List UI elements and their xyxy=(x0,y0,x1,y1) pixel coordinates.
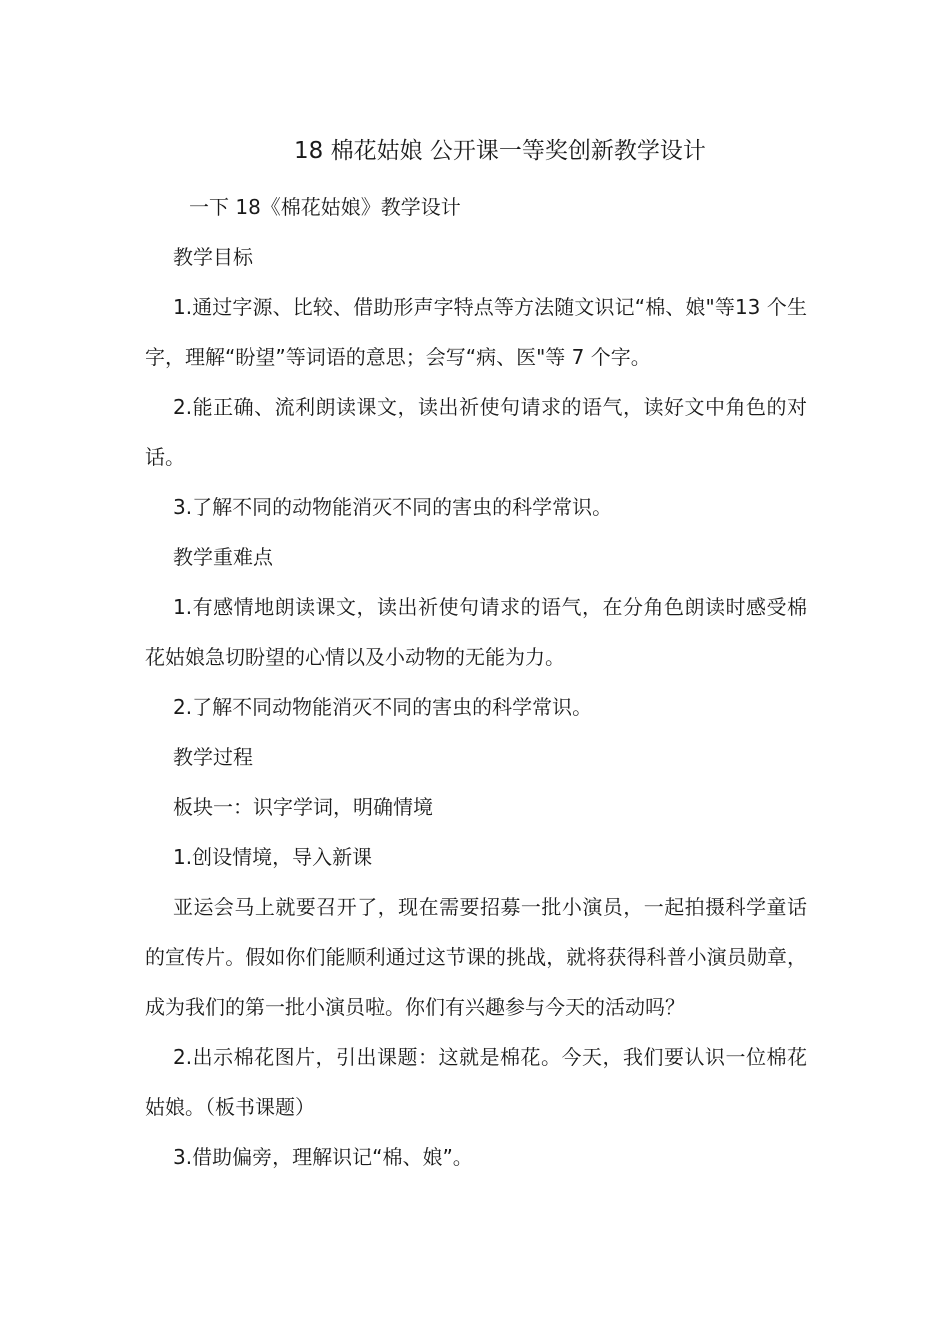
document-title: 18 棉花姑娘 公开课一等奖创新教学设计 xyxy=(294,138,706,164)
process-step-3: 3.借助偏旁，理解识记“棉、娘”。 xyxy=(173,1145,473,1169)
key-point-item-1: 1.有感情地朗读课文，读出祈使句请求的语气，在分角色朗读时感受棉花姑娘急切盼望的心情以及小动物的无能为力。 xyxy=(145,595,807,669)
key-point-item-2: 2.了解不同动物能消灭不同的害虫的科学常识。 xyxy=(173,695,593,719)
process-block-1-heading: 板块一：识字学词，明确情境 xyxy=(173,795,433,819)
objective-item-1: 1.通过字源、比较、借助形声字特点等方法随文识记“棉、娘"等13 个生字，理解“盼望”等词语的意思；会写“病、医"等 7 个字。 xyxy=(145,295,807,369)
objective-item-3: 3.了解不同的动物能消灭不同的害虫的科学常识。 xyxy=(173,495,613,519)
section-heading-objectives: 教学目标 xyxy=(173,245,253,269)
section-heading-key-points: 教学重难点 xyxy=(173,545,273,569)
subtitle-paragraph: 一下 18《棉花姑娘》教学设计 xyxy=(189,195,461,219)
section-heading-process: 教学过程 xyxy=(173,745,253,769)
process-step-1: 1.创设情境，导入新课 xyxy=(173,845,373,869)
objective-item-2: 2.能正确、流利朗读课文，读出祈使句请求的语气，读好文中角色的对话。 xyxy=(145,395,807,469)
process-step-1-content: 亚运会马上就要召开了，现在需要招募一批小演员，一起拍摄科学童话的宣传片。假如你们能顺利通过这节课的挑战，就将获得科普小演员勋章，成为我们的第一批小演员啦。你们有兴趣参与今天的活动吗？ xyxy=(145,895,807,1019)
process-step-2: 2.出示棉花图片，引出课题：这就是棉花。今天，我们要认识一位棉花姑娘。（板书课题） xyxy=(145,1045,807,1119)
document-body xyxy=(145,182,807,1182)
